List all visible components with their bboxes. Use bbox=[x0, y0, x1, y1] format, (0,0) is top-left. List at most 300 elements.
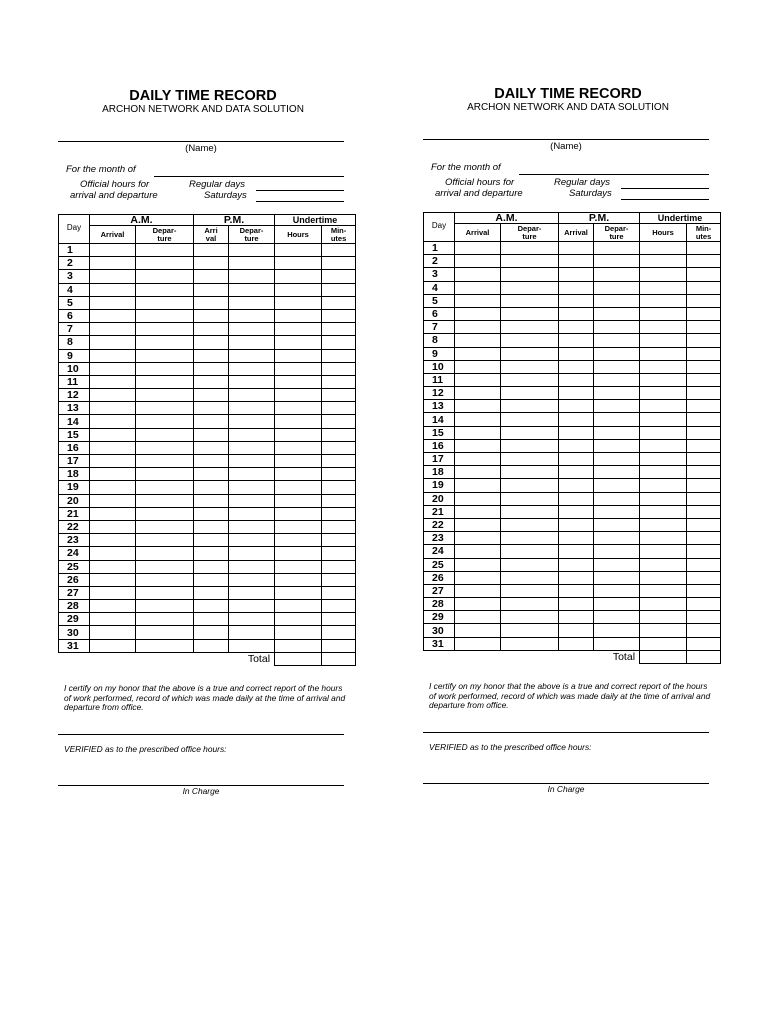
pm-departure-cell[interactable] bbox=[594, 492, 640, 505]
am-departure-cell[interactable] bbox=[501, 321, 559, 334]
pm-arrival-cell[interactable] bbox=[194, 362, 229, 375]
pm-departure-cell[interactable] bbox=[594, 439, 640, 452]
pm-departure-cell[interactable] bbox=[229, 455, 275, 468]
undertime-minutes-cell[interactable] bbox=[687, 334, 721, 347]
am-departure-cell[interactable] bbox=[136, 270, 194, 283]
pm-arrival-cell[interactable] bbox=[559, 387, 594, 400]
pm-arrival-cell[interactable] bbox=[194, 336, 229, 349]
pm-departure-cell[interactable] bbox=[229, 613, 275, 626]
total-minutes-cell[interactable] bbox=[322, 652, 356, 665]
pm-departure-cell[interactable] bbox=[594, 624, 640, 637]
am-departure-cell[interactable] bbox=[501, 255, 559, 268]
undertime-hours-cell[interactable] bbox=[275, 494, 322, 507]
am-departure-cell[interactable] bbox=[136, 573, 194, 586]
am-departure-cell[interactable] bbox=[501, 347, 559, 360]
pm-arrival-cell[interactable] bbox=[559, 492, 594, 505]
am-departure-cell[interactable] bbox=[136, 534, 194, 547]
am-departure-cell[interactable] bbox=[136, 323, 194, 336]
pm-arrival-cell[interactable] bbox=[194, 534, 229, 547]
am-arrival-cell[interactable] bbox=[455, 545, 501, 558]
pm-departure-cell[interactable] bbox=[229, 336, 275, 349]
am-arrival-cell[interactable] bbox=[455, 255, 501, 268]
pm-departure-cell[interactable] bbox=[594, 518, 640, 531]
am-arrival-cell[interactable] bbox=[455, 387, 501, 400]
undertime-hours-cell[interactable] bbox=[275, 613, 322, 626]
pm-arrival-cell[interactable] bbox=[194, 613, 229, 626]
undertime-hours-cell[interactable] bbox=[640, 360, 687, 373]
am-arrival-cell[interactable] bbox=[90, 244, 136, 257]
pm-departure-cell[interactable] bbox=[594, 242, 640, 255]
pm-departure-cell[interactable] bbox=[229, 402, 275, 415]
am-departure-cell[interactable] bbox=[501, 453, 559, 466]
pm-arrival-cell[interactable] bbox=[194, 270, 229, 283]
undertime-hours-cell[interactable] bbox=[640, 347, 687, 360]
undertime-minutes-cell[interactable] bbox=[687, 400, 721, 413]
am-departure-cell[interactable] bbox=[136, 639, 194, 652]
am-arrival-cell[interactable] bbox=[90, 270, 136, 283]
am-departure-cell[interactable] bbox=[136, 455, 194, 468]
pm-departure-cell[interactable] bbox=[594, 466, 640, 479]
pm-arrival-cell[interactable] bbox=[194, 600, 229, 613]
pm-arrival-cell[interactable] bbox=[559, 360, 594, 373]
pm-arrival-cell[interactable] bbox=[194, 626, 229, 639]
am-arrival-cell[interactable] bbox=[90, 441, 136, 454]
pm-arrival-cell[interactable] bbox=[559, 584, 594, 597]
am-arrival-cell[interactable] bbox=[455, 466, 501, 479]
pm-departure-cell[interactable] bbox=[229, 362, 275, 375]
undertime-hours-cell[interactable] bbox=[640, 518, 687, 531]
pm-arrival-cell[interactable] bbox=[559, 571, 594, 584]
pm-departure-cell[interactable] bbox=[594, 611, 640, 624]
am-departure-cell[interactable] bbox=[501, 637, 559, 650]
pm-arrival-cell[interactable] bbox=[194, 428, 229, 441]
pm-arrival-cell[interactable] bbox=[559, 439, 594, 452]
am-departure-cell[interactable] bbox=[501, 373, 559, 386]
undertime-hours-cell[interactable] bbox=[275, 349, 322, 362]
undertime-hours-cell[interactable] bbox=[640, 479, 687, 492]
undertime-hours-cell[interactable] bbox=[275, 560, 322, 573]
am-departure-cell[interactable] bbox=[501, 334, 559, 347]
pm-departure-cell[interactable] bbox=[229, 244, 275, 257]
pm-arrival-cell[interactable] bbox=[194, 586, 229, 599]
pm-arrival-cell[interactable] bbox=[559, 558, 594, 571]
undertime-hours-cell[interactable] bbox=[640, 400, 687, 413]
am-departure-cell[interactable] bbox=[501, 426, 559, 439]
undertime-minutes-cell[interactable] bbox=[687, 584, 721, 597]
undertime-minutes-cell[interactable] bbox=[687, 545, 721, 558]
pm-arrival-cell[interactable] bbox=[559, 334, 594, 347]
pm-departure-cell[interactable] bbox=[229, 270, 275, 283]
pm-arrival-cell[interactable] bbox=[559, 598, 594, 611]
pm-departure-cell[interactable] bbox=[594, 387, 640, 400]
undertime-hours-cell[interactable] bbox=[640, 255, 687, 268]
undertime-minutes-cell[interactable] bbox=[322, 547, 356, 560]
am-arrival-cell[interactable] bbox=[90, 283, 136, 296]
undertime-hours-cell[interactable] bbox=[275, 600, 322, 613]
undertime-minutes-cell[interactable] bbox=[322, 468, 356, 481]
am-departure-cell[interactable] bbox=[501, 281, 559, 294]
total-minutes-cell[interactable] bbox=[687, 650, 721, 663]
pm-departure-cell[interactable] bbox=[594, 373, 640, 386]
am-departure-cell[interactable] bbox=[136, 336, 194, 349]
am-departure-cell[interactable] bbox=[136, 244, 194, 257]
pm-arrival-cell[interactable] bbox=[194, 639, 229, 652]
am-departure-cell[interactable] bbox=[136, 613, 194, 626]
pm-departure-cell[interactable] bbox=[229, 639, 275, 652]
saturdays-line[interactable] bbox=[256, 201, 344, 202]
undertime-hours-cell[interactable] bbox=[640, 584, 687, 597]
pm-departure-cell[interactable] bbox=[594, 545, 640, 558]
undertime-hours-cell[interactable] bbox=[640, 492, 687, 505]
pm-departure-cell[interactable] bbox=[229, 375, 275, 388]
undertime-minutes-cell[interactable] bbox=[687, 598, 721, 611]
undertime-minutes-cell[interactable] bbox=[322, 402, 356, 415]
pm-arrival-cell[interactable] bbox=[194, 560, 229, 573]
pm-arrival-cell[interactable] bbox=[194, 244, 229, 257]
pm-departure-cell[interactable] bbox=[594, 413, 640, 426]
am-departure-cell[interactable] bbox=[136, 520, 194, 533]
am-departure-cell[interactable] bbox=[136, 468, 194, 481]
am-departure-cell[interactable] bbox=[136, 362, 194, 375]
pm-arrival-cell[interactable] bbox=[194, 309, 229, 322]
undertime-minutes-cell[interactable] bbox=[687, 611, 721, 624]
am-departure-cell[interactable] bbox=[136, 257, 194, 270]
am-arrival-cell[interactable] bbox=[455, 611, 501, 624]
pm-arrival-cell[interactable] bbox=[559, 413, 594, 426]
am-arrival-cell[interactable] bbox=[455, 571, 501, 584]
undertime-hours-cell[interactable] bbox=[275, 415, 322, 428]
undertime-minutes-cell[interactable] bbox=[322, 455, 356, 468]
pm-departure-cell[interactable] bbox=[594, 505, 640, 518]
undertime-minutes-cell[interactable] bbox=[687, 387, 721, 400]
undertime-hours-cell[interactable] bbox=[640, 294, 687, 307]
am-arrival-cell[interactable] bbox=[455, 400, 501, 413]
pm-departure-cell[interactable] bbox=[594, 598, 640, 611]
undertime-hours-cell[interactable] bbox=[640, 439, 687, 452]
pm-arrival-cell[interactable] bbox=[194, 507, 229, 520]
undertime-hours-cell[interactable] bbox=[275, 389, 322, 402]
am-arrival-cell[interactable] bbox=[455, 373, 501, 386]
undertime-hours-cell[interactable] bbox=[275, 283, 322, 296]
regular-days-line[interactable] bbox=[256, 190, 344, 191]
pm-departure-cell[interactable] bbox=[229, 349, 275, 362]
pm-arrival-cell[interactable] bbox=[559, 400, 594, 413]
am-arrival-cell[interactable] bbox=[90, 402, 136, 415]
am-arrival-cell[interactable] bbox=[90, 573, 136, 586]
am-departure-cell[interactable] bbox=[136, 389, 194, 402]
undertime-minutes-cell[interactable] bbox=[687, 532, 721, 545]
undertime-hours-cell[interactable] bbox=[640, 413, 687, 426]
pm-departure-cell[interactable] bbox=[229, 573, 275, 586]
undertime-hours-cell[interactable] bbox=[275, 481, 322, 494]
undertime-hours-cell[interactable] bbox=[275, 639, 322, 652]
am-arrival-cell[interactable] bbox=[90, 428, 136, 441]
am-arrival-cell[interactable] bbox=[90, 600, 136, 613]
am-departure-cell[interactable] bbox=[501, 439, 559, 452]
undertime-minutes-cell[interactable] bbox=[687, 637, 721, 650]
am-arrival-cell[interactable] bbox=[90, 375, 136, 388]
pm-arrival-cell[interactable] bbox=[559, 624, 594, 637]
pm-arrival-cell[interactable] bbox=[194, 296, 229, 309]
pm-departure-cell[interactable] bbox=[229, 283, 275, 296]
undertime-minutes-cell[interactable] bbox=[322, 560, 356, 573]
am-departure-cell[interactable] bbox=[501, 611, 559, 624]
pm-arrival-cell[interactable] bbox=[194, 349, 229, 362]
pm-departure-cell[interactable] bbox=[594, 255, 640, 268]
saturdays-line[interactable] bbox=[621, 199, 709, 200]
am-departure-cell[interactable] bbox=[136, 296, 194, 309]
am-departure-cell[interactable] bbox=[136, 283, 194, 296]
pm-departure-cell[interactable] bbox=[229, 520, 275, 533]
am-departure-cell[interactable] bbox=[501, 268, 559, 281]
pm-arrival-cell[interactable] bbox=[559, 281, 594, 294]
am-arrival-cell[interactable] bbox=[455, 294, 501, 307]
undertime-hours-cell[interactable] bbox=[275, 586, 322, 599]
total-hours-cell[interactable] bbox=[275, 652, 322, 665]
pm-departure-cell[interactable] bbox=[229, 428, 275, 441]
undertime-minutes-cell[interactable] bbox=[687, 439, 721, 452]
pm-departure-cell[interactable] bbox=[594, 453, 640, 466]
am-departure-cell[interactable] bbox=[501, 294, 559, 307]
am-arrival-cell[interactable] bbox=[90, 296, 136, 309]
undertime-minutes-cell[interactable] bbox=[687, 360, 721, 373]
pm-departure-cell[interactable] bbox=[594, 571, 640, 584]
undertime-minutes-cell[interactable] bbox=[322, 323, 356, 336]
undertime-minutes-cell[interactable] bbox=[687, 426, 721, 439]
pm-departure-cell[interactable] bbox=[594, 400, 640, 413]
undertime-minutes-cell[interactable] bbox=[322, 639, 356, 652]
am-arrival-cell[interactable] bbox=[90, 389, 136, 402]
pm-departure-cell[interactable] bbox=[229, 626, 275, 639]
undertime-minutes-cell[interactable] bbox=[322, 573, 356, 586]
am-departure-cell[interactable] bbox=[501, 242, 559, 255]
am-arrival-cell[interactable] bbox=[455, 347, 501, 360]
am-arrival-cell[interactable] bbox=[455, 598, 501, 611]
undertime-minutes-cell[interactable] bbox=[322, 586, 356, 599]
undertime-minutes-cell[interactable] bbox=[322, 428, 356, 441]
pm-arrival-cell[interactable] bbox=[559, 532, 594, 545]
regular-days-line[interactable] bbox=[621, 188, 709, 189]
pm-departure-cell[interactable] bbox=[229, 494, 275, 507]
am-departure-cell[interactable] bbox=[501, 360, 559, 373]
undertime-minutes-cell[interactable] bbox=[322, 283, 356, 296]
total-hours-cell[interactable] bbox=[640, 650, 687, 663]
undertime-minutes-cell[interactable] bbox=[322, 441, 356, 454]
am-departure-cell[interactable] bbox=[501, 413, 559, 426]
am-arrival-cell[interactable] bbox=[90, 520, 136, 533]
am-departure-cell[interactable] bbox=[501, 387, 559, 400]
am-arrival-cell[interactable] bbox=[90, 494, 136, 507]
pm-departure-cell[interactable] bbox=[229, 507, 275, 520]
am-arrival-cell[interactable] bbox=[455, 242, 501, 255]
undertime-hours-cell[interactable] bbox=[640, 281, 687, 294]
pm-departure-cell[interactable] bbox=[229, 296, 275, 309]
pm-arrival-cell[interactable] bbox=[559, 637, 594, 650]
am-arrival-cell[interactable] bbox=[90, 481, 136, 494]
undertime-minutes-cell[interactable] bbox=[322, 375, 356, 388]
undertime-hours-cell[interactable] bbox=[275, 520, 322, 533]
am-departure-cell[interactable] bbox=[501, 545, 559, 558]
pm-departure-cell[interactable] bbox=[229, 309, 275, 322]
pm-arrival-cell[interactable] bbox=[194, 257, 229, 270]
undertime-hours-cell[interactable] bbox=[640, 558, 687, 571]
am-arrival-cell[interactable] bbox=[90, 547, 136, 560]
pm-departure-cell[interactable] bbox=[594, 558, 640, 571]
undertime-minutes-cell[interactable] bbox=[322, 362, 356, 375]
am-arrival-cell[interactable] bbox=[455, 532, 501, 545]
undertime-hours-cell[interactable] bbox=[275, 468, 322, 481]
pm-arrival-cell[interactable] bbox=[194, 520, 229, 533]
am-arrival-cell[interactable] bbox=[90, 534, 136, 547]
pm-arrival-cell[interactable] bbox=[194, 468, 229, 481]
pm-departure-cell[interactable] bbox=[594, 479, 640, 492]
undertime-minutes-cell[interactable] bbox=[687, 373, 721, 386]
am-arrival-cell[interactable] bbox=[90, 349, 136, 362]
pm-departure-cell[interactable] bbox=[229, 468, 275, 481]
am-departure-cell[interactable] bbox=[136, 626, 194, 639]
pm-arrival-cell[interactable] bbox=[194, 547, 229, 560]
am-arrival-cell[interactable] bbox=[90, 415, 136, 428]
undertime-minutes-cell[interactable] bbox=[687, 294, 721, 307]
am-arrival-cell[interactable] bbox=[455, 360, 501, 373]
am-arrival-cell[interactable] bbox=[455, 439, 501, 452]
month-line[interactable] bbox=[519, 174, 709, 175]
pm-arrival-cell[interactable] bbox=[194, 455, 229, 468]
am-departure-cell[interactable] bbox=[136, 547, 194, 560]
undertime-hours-cell[interactable] bbox=[275, 296, 322, 309]
am-arrival-cell[interactable] bbox=[90, 468, 136, 481]
pm-arrival-cell[interactable] bbox=[559, 347, 594, 360]
am-departure-cell[interactable] bbox=[136, 507, 194, 520]
am-arrival-cell[interactable] bbox=[90, 626, 136, 639]
am-arrival-cell[interactable] bbox=[455, 426, 501, 439]
am-arrival-cell[interactable] bbox=[455, 307, 501, 320]
am-arrival-cell[interactable] bbox=[90, 507, 136, 520]
undertime-minutes-cell[interactable] bbox=[687, 505, 721, 518]
am-arrival-cell[interactable] bbox=[455, 334, 501, 347]
undertime-hours-cell[interactable] bbox=[640, 598, 687, 611]
am-arrival-cell[interactable] bbox=[90, 309, 136, 322]
undertime-minutes-cell[interactable] bbox=[687, 453, 721, 466]
am-departure-cell[interactable] bbox=[501, 400, 559, 413]
name-line[interactable] bbox=[423, 139, 709, 140]
am-arrival-cell[interactable] bbox=[455, 453, 501, 466]
am-arrival-cell[interactable] bbox=[455, 637, 501, 650]
pm-arrival-cell[interactable] bbox=[194, 415, 229, 428]
am-departure-cell[interactable] bbox=[136, 428, 194, 441]
undertime-minutes-cell[interactable] bbox=[687, 479, 721, 492]
undertime-hours-cell[interactable] bbox=[275, 336, 322, 349]
undertime-minutes-cell[interactable] bbox=[687, 558, 721, 571]
undertime-minutes-cell[interactable] bbox=[322, 309, 356, 322]
pm-departure-cell[interactable] bbox=[594, 360, 640, 373]
pm-arrival-cell[interactable] bbox=[559, 453, 594, 466]
am-arrival-cell[interactable] bbox=[90, 336, 136, 349]
pm-arrival-cell[interactable] bbox=[194, 441, 229, 454]
undertime-hours-cell[interactable] bbox=[640, 611, 687, 624]
am-arrival-cell[interactable] bbox=[455, 479, 501, 492]
am-departure-cell[interactable] bbox=[501, 558, 559, 571]
pm-departure-cell[interactable] bbox=[229, 441, 275, 454]
am-departure-cell[interactable] bbox=[136, 375, 194, 388]
pm-arrival-cell[interactable] bbox=[559, 242, 594, 255]
undertime-hours-cell[interactable] bbox=[275, 270, 322, 283]
pm-arrival-cell[interactable] bbox=[559, 321, 594, 334]
am-departure-cell[interactable] bbox=[136, 600, 194, 613]
pm-departure-cell[interactable] bbox=[594, 584, 640, 597]
pm-departure-cell[interactable] bbox=[594, 637, 640, 650]
am-departure-cell[interactable] bbox=[501, 492, 559, 505]
undertime-minutes-cell[interactable] bbox=[322, 494, 356, 507]
am-departure-cell[interactable] bbox=[136, 349, 194, 362]
am-arrival-cell[interactable] bbox=[90, 639, 136, 652]
pm-departure-cell[interactable] bbox=[594, 334, 640, 347]
pm-arrival-cell[interactable] bbox=[559, 307, 594, 320]
undertime-hours-cell[interactable] bbox=[640, 624, 687, 637]
pm-departure-cell[interactable] bbox=[229, 560, 275, 573]
undertime-hours-cell[interactable] bbox=[640, 307, 687, 320]
pm-departure-cell[interactable] bbox=[594, 321, 640, 334]
employee-signature-line[interactable] bbox=[423, 732, 709, 733]
pm-arrival-cell[interactable] bbox=[559, 518, 594, 531]
pm-arrival-cell[interactable] bbox=[194, 389, 229, 402]
pm-departure-cell[interactable] bbox=[594, 294, 640, 307]
am-arrival-cell[interactable] bbox=[90, 560, 136, 573]
am-arrival-cell[interactable] bbox=[455, 518, 501, 531]
pm-departure-cell[interactable] bbox=[229, 389, 275, 402]
undertime-minutes-cell[interactable] bbox=[687, 492, 721, 505]
am-departure-cell[interactable] bbox=[136, 415, 194, 428]
am-departure-cell[interactable] bbox=[136, 309, 194, 322]
undertime-minutes-cell[interactable] bbox=[687, 413, 721, 426]
month-line[interactable] bbox=[154, 176, 344, 177]
am-departure-cell[interactable] bbox=[136, 560, 194, 573]
am-arrival-cell[interactable] bbox=[455, 321, 501, 334]
undertime-minutes-cell[interactable] bbox=[322, 270, 356, 283]
undertime-minutes-cell[interactable] bbox=[322, 626, 356, 639]
am-departure-cell[interactable] bbox=[136, 481, 194, 494]
undertime-hours-cell[interactable] bbox=[275, 534, 322, 547]
am-arrival-cell[interactable] bbox=[90, 362, 136, 375]
undertime-hours-cell[interactable] bbox=[640, 321, 687, 334]
pm-departure-cell[interactable] bbox=[229, 547, 275, 560]
undertime-minutes-cell[interactable] bbox=[322, 336, 356, 349]
undertime-hours-cell[interactable] bbox=[275, 375, 322, 388]
undertime-minutes-cell[interactable] bbox=[687, 307, 721, 320]
am-departure-cell[interactable] bbox=[136, 402, 194, 415]
pm-arrival-cell[interactable] bbox=[559, 505, 594, 518]
undertime-hours-cell[interactable] bbox=[275, 362, 322, 375]
undertime-hours-cell[interactable] bbox=[640, 466, 687, 479]
pm-arrival-cell[interactable] bbox=[559, 545, 594, 558]
undertime-hours-cell[interactable] bbox=[640, 571, 687, 584]
am-departure-cell[interactable] bbox=[501, 518, 559, 531]
undertime-hours-cell[interactable] bbox=[275, 428, 322, 441]
name-line[interactable] bbox=[58, 141, 344, 142]
pm-arrival-cell[interactable] bbox=[559, 373, 594, 386]
undertime-hours-cell[interactable] bbox=[640, 268, 687, 281]
undertime-hours-cell[interactable] bbox=[640, 505, 687, 518]
pm-departure-cell[interactable] bbox=[229, 257, 275, 270]
undertime-hours-cell[interactable] bbox=[640, 637, 687, 650]
undertime-hours-cell[interactable] bbox=[640, 242, 687, 255]
am-departure-cell[interactable] bbox=[501, 479, 559, 492]
pm-departure-cell[interactable] bbox=[594, 426, 640, 439]
undertime-hours-cell[interactable] bbox=[275, 309, 322, 322]
undertime-hours-cell[interactable] bbox=[640, 453, 687, 466]
pm-departure-cell[interactable] bbox=[229, 323, 275, 336]
am-arrival-cell[interactable] bbox=[90, 613, 136, 626]
